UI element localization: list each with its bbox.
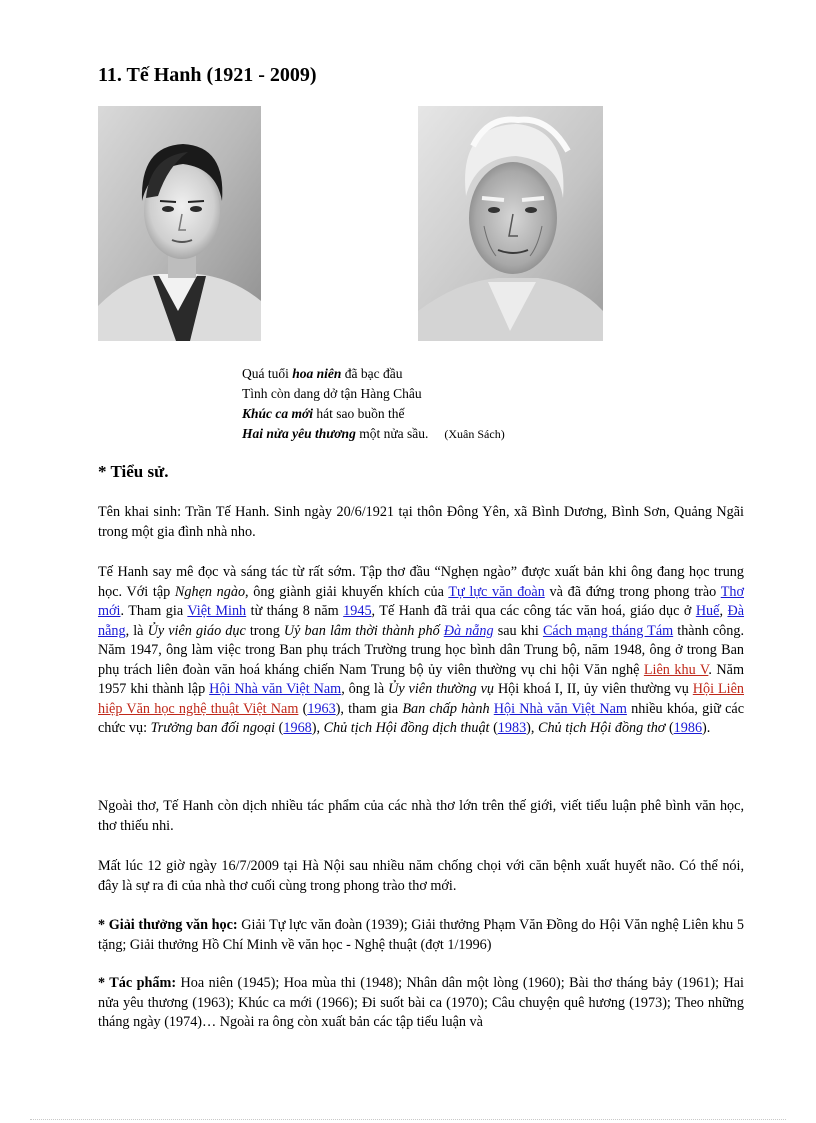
- portrait-young-photo: [98, 106, 261, 341]
- link-da-nang-2[interactable]: Đà nẵng: [443, 622, 494, 639]
- paragraph-death: Mất lúc 12 giờ ngày 16/7/2009 tại Hà Nội sau nhiều năm chống chọi với căn bệnh xuất huyết não. Có thể nói, đây là sự ra đi của nhà thơ cuối cùng trong phong trào thơ mới.: [98, 858, 744, 894]
- link-tu-luc-van-doan[interactable]: Tự lực văn đoàn: [448, 583, 545, 600]
- link-cach-mang-thang-tam[interactable]: Cách mạng tháng Tám: [542, 622, 674, 639]
- paragraph-birth: Tên khai sinh: Trần Tế Hanh. Sinh ngày 20/6/1921 tại thôn Đông Yên, xã Bình Dương, Bình Sơn, Quảng Ngãi trong một gia đình nhà nho.: [98, 504, 744, 540]
- section-heading-biography: * Tiểu sử.: [98, 462, 169, 481]
- awards-label: * Giải thưởng văn học:: [98, 917, 238, 933]
- portrait-old-photo: [418, 106, 603, 341]
- poem-line-3: Khúc ca mới hát sao buồn thế: [242, 406, 405, 421]
- page-title: 11. Tế Hanh (1921 - 2009): [98, 64, 317, 86]
- link-hue[interactable]: Huế: [695, 603, 720, 619]
- link-viet-minh[interactable]: Việt Minh: [187, 603, 247, 619]
- paragraph-works: * Tác phẩm: Hoa niên (1945); Hoa mùa thi (1948); Nhân dân một lòng (1960); Bài thơ tháng bảy (1961); Hai nửa yêu thương (1963); Khúc ca mới (1966); Đi suốt bài ca (1970); Câu chuyện quê hương (1973); Theo những tháng ngày (1974)… Ngoài ra ông còn xuất bản các tập tiểu luận và: [98, 975, 745, 1030]
- poem-line-4: Hai nửa yêu thương một nửa sầu. (Xuân Sách): [242, 426, 505, 441]
- paragraph-career: Tế Hanh say mê đọc và sáng tác từ rất sớm. Tập thơ đầu “Nghẹn ngào” được xuất bản khi ông đang học trung học. Với tập Nghẹn ngào, ông giành giải khuyến khích của Tự lực văn đoàn và đã đứng trong phong trào Thơ mới. Tham gia Việt Minh từ tháng 8 năm 1945, Tế Hanh đã trải qua các công tác văn hoá, giáo dục ở Huế, Đà nẵng, là Ủy viên giáo dục trong Uỷ ban lâm thời thành phố Đà nẵng sau khi Cách mạng tháng Tám thành công. Năm 1947, ông làm việc trong Ban phụ trách Trường trung học bình dân Trung bộ, năm 1948, ông ở trong Ban phụ trách liên đoàn văn hoá kháng chiến Nam Trung bộ ủy viên thường vụ chi hội Văn nghệ Liên khu V. Năm 1957 khi thành lập Hội Nhà văn Việt Nam, ông là Ủy viên thường vụ Hội khoá I, II, ủy viên thường vụ Hội Liên hiệp Văn học nghệ thuật Việt Nam (1963), tham gia Ban chấp hành Hội Nhà văn Việt Nam nhiều khóa, giữ các chức vụ: Trưởng ban đối ngoại (1968), Chủ tịch Hội đồng dịch thuật (1983), Chủ tịch Hội đồng thơ (1986).: [98, 564, 745, 736]
- link-1945[interactable]: 1945: [343, 603, 372, 619]
- link-1963[interactable]: 1963: [307, 700, 336, 717]
- poem-line-2: Tình còn dang dở tận Hàng Châu: [242, 386, 422, 401]
- link-da-nang[interactable]: Đà nẵng: [98, 603, 745, 639]
- poem-block: [242, 364, 505, 444]
- works-label: * Tác phẩm:: [98, 975, 177, 991]
- link-hoi-nha-van-viet-nam[interactable]: Hội Nhà văn Việt Nam: [209, 681, 342, 697]
- link-hoi-lien-hiep-vhnt[interactable]: Hội Liên hiệp Văn học nghệ thuật Việt Nam: [98, 681, 745, 717]
- link-hoi-nha-van-viet-nam-2[interactable]: Hội Nhà văn Việt Nam: [493, 700, 627, 717]
- poem-line-1: Quá tuổi hoa niên đã bạc đầu: [242, 366, 403, 381]
- link-lien-khu-v[interactable]: Liên khu V: [643, 661, 709, 678]
- poem-credit: (Xuân Sách): [444, 427, 505, 441]
- link-1986[interactable]: 1986: [673, 720, 703, 736]
- page-footer-rule: [30, 1119, 786, 1120]
- link-tho-moi[interactable]: Thơ mới: [98, 583, 744, 619]
- link-1983[interactable]: 1983: [497, 720, 527, 736]
- link-1968[interactable]: 1968: [283, 720, 312, 736]
- paragraph-translation: Ngoài thơ, Tế Hanh còn dịch nhiều tác phẩm của các nhà thơ lớn trên thế giới, viết tiểu luận phê bình văn học, thơ thiếu nhi.: [98, 798, 744, 834]
- paragraph-awards: * Giải thưởng văn học: Giải Tự lực văn đoàn (1939); Giải thưởng Phạm Văn Đồng do Hội Văn nghệ Liên khu 5 tặng; Giải thưởng Hồ Chí Minh về văn học - Nghệ thuật (đợt 1/1996): [98, 917, 744, 953]
